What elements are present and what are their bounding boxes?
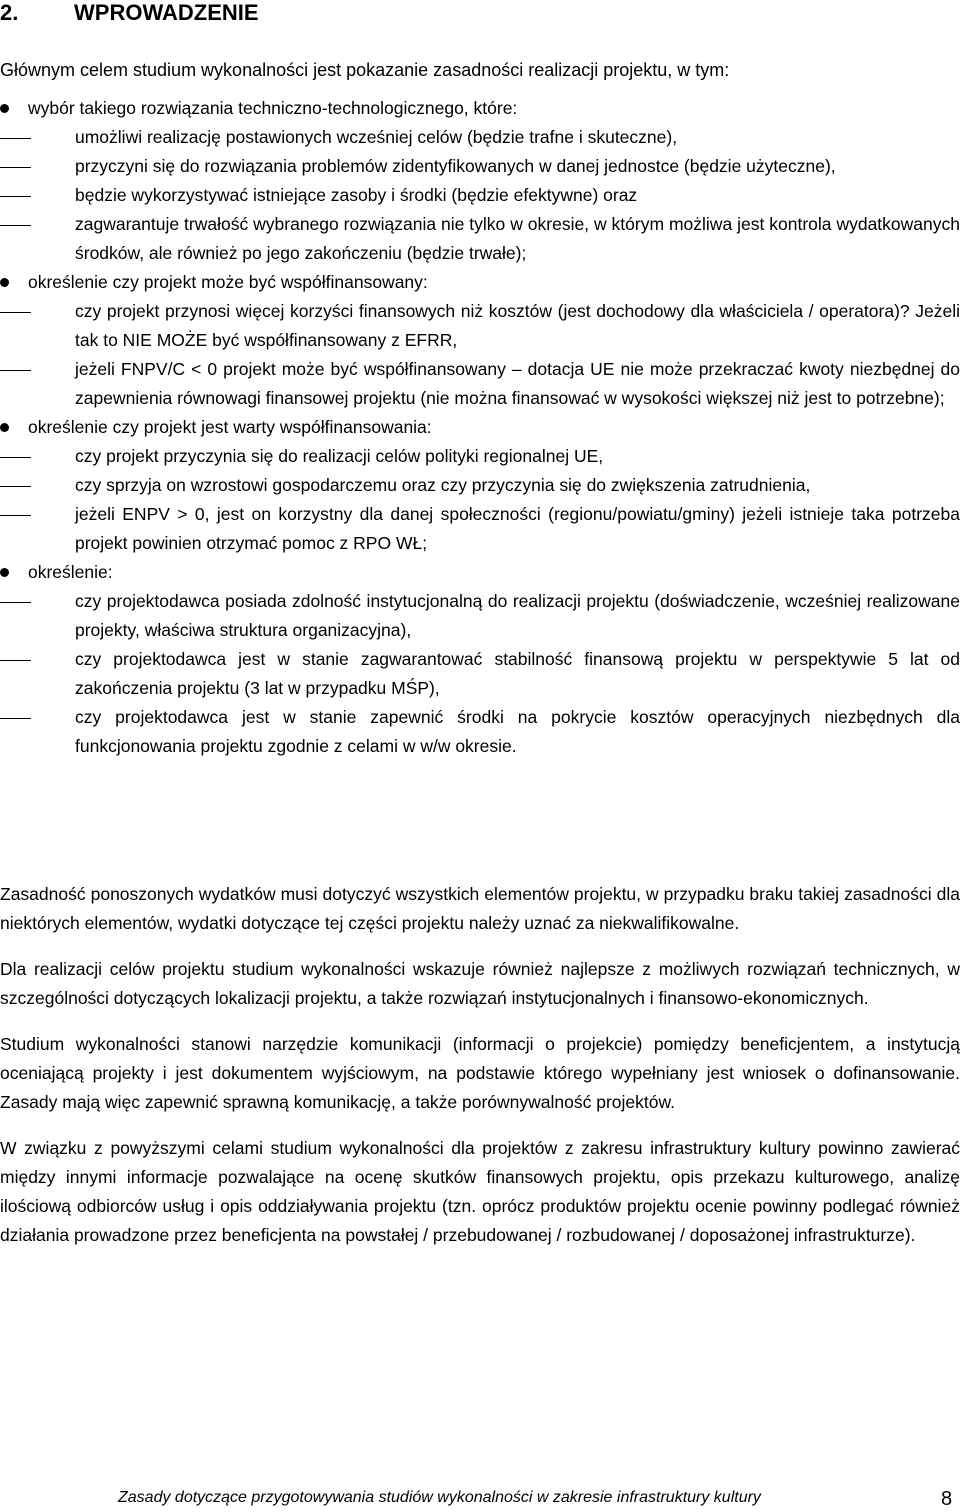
dash-text: umożliwi realizację postawionych wcześniej celów (będzie trafne i skuteczne), bbox=[75, 127, 678, 147]
dash-text: czy projekt przynosi więcej korzyści finansowych niż kosztów (jest dochodowy dla właściciela / operatora)? Jeżeli tak to NIE MOŻE być współfinansowany z EFRR, bbox=[75, 301, 960, 350]
section-number: 2. bbox=[0, 0, 19, 25]
dash-text: jeżeli ENPV > 0, jest on korzystny dla danej społeczności (regionu/powiatu/gminy) jeżeli istnieje taka potrzeba projekt powinien otrzymać pomoc z RPO WŁ; bbox=[75, 504, 960, 553]
page-footer bbox=[0, 1484, 960, 1510]
dash-sublist bbox=[0, 123, 960, 268]
dash-item bbox=[0, 587, 960, 645]
page-number: 8 bbox=[941, 1488, 953, 1510]
dash-text: jeżeli FNPV/C < 0 projekt może być współfinansowany – dotacja UE nie może przekraczać kwoty niezbędnej do zapewnienia równowagi finansowej projektu (nie można finansować w wysokości większej niż jest to potrzebne); bbox=[75, 359, 960, 408]
bullet-marker bbox=[0, 423, 9, 432]
dash-marker bbox=[0, 602, 31, 603]
paragraph-best-solutions: Dla realizacji celów projektu studium wykonalności wskazuje również najlepsze z możliwych rozwiązań technicznych, w szczególności dotyczących lokalizacji projektu, a także rozwiązań instytucjonalnych i finansowo-ekonomicznych. bbox=[0, 959, 960, 1008]
dash-text: czy sprzyja on wzrostowi gospodarczemu oraz czy przyczynia się do zwiększenia zatrudnienia, bbox=[75, 475, 811, 495]
bullet-label: określenie czy projekt jest warty współfinansowania: bbox=[28, 417, 432, 437]
footer-title: Zasady dotyczące przygotowywania studiów wykonalności w zakresie infrastruktury kultury bbox=[118, 1489, 761, 1506]
dash-marker bbox=[0, 225, 31, 226]
dash-marker bbox=[0, 718, 31, 719]
dash-text: czy projekt przyczynia się do realizacji celów polityki regionalnej UE, bbox=[75, 446, 604, 466]
dash-item bbox=[0, 181, 960, 210]
bullet-label: określenie: bbox=[28, 562, 113, 582]
dash-sublist bbox=[0, 587, 960, 761]
section-heading bbox=[0, 0, 259, 26]
dash-sublist bbox=[0, 442, 960, 558]
dash-sublist bbox=[0, 297, 960, 413]
bullet-item-determination bbox=[0, 558, 960, 761]
dash-marker bbox=[0, 486, 31, 487]
dash-text: czy projektodawca jest w stanie zapewnić środki na pokrycie kosztów operacyjnych niezbędnych dla funkcjonowania projektu zgodnie z celami w w/w okresie. bbox=[75, 707, 960, 756]
dash-item bbox=[0, 123, 960, 152]
dash-text: czy projektodawca jest w stanie zagwarantować stabilność finansową projektu w perspektywie 5 lat od zakończenia projektu (3 lat w przypadku MŚP), bbox=[75, 649, 960, 698]
intro-sentence: Głównym celem studium wykonalności jest pokazanie zasadności realizacji projektu, w tym: bbox=[0, 60, 730, 80]
dash-marker bbox=[0, 167, 31, 168]
dash-text: czy projektodawca posiada zdolność instytucjonalną do realizacji projektu (doświadczenie, wcześniej realizowane projekty, właściwa struktura organizacyjna), bbox=[75, 591, 960, 640]
paragraph-justification: Zasadność ponoszonych wydatków musi dotyczyć wszystkich elementów projektu, w przypadku braku takiej zasadności dla niektórych elementów, wydatki dotyczące tej części projektu należy uznać za niekwalifikowalne. bbox=[0, 884, 960, 933]
dash-item bbox=[0, 152, 960, 181]
dash-item bbox=[0, 703, 960, 761]
dash-marker bbox=[0, 196, 31, 197]
bullet-item-cofinancing bbox=[0, 268, 960, 413]
section-title: WPROWADZENIE bbox=[74, 0, 259, 25]
dash-text: będzie wykorzystywać istniejące zasoby i środki (będzie efektywne) oraz bbox=[75, 185, 638, 205]
bullet-item-worth-cofinancing bbox=[0, 413, 960, 558]
dash-marker bbox=[0, 370, 31, 371]
dash-item bbox=[0, 210, 960, 268]
dash-text: zagwarantuje trwałość wybranego rozwiązania nie tylko w okresie, w którym możliwa jest kontrola wydatkowanych środków, ale również po jego zakończeniu (będzie trwałe); bbox=[75, 214, 960, 263]
bullet-label: określenie czy projekt może być współfinansowany: bbox=[28, 272, 428, 292]
bullet-item-solution-choice bbox=[0, 94, 960, 268]
dash-text: przyczyni się do rozwiązania problemów zidentyfikowanych w danej jednostce (będzie użyteczne), bbox=[75, 156, 836, 176]
dash-marker bbox=[0, 138, 31, 139]
bullet-marker bbox=[0, 568, 9, 577]
paragraph-communication-tool: Studium wykonalności stanowi narzędzie komunikacji (informacji o projekcie) pomiędzy beneficjentem, a instytucją oceniającą projekty i jest dokumentem wyjściowym, na podstawie którego wypełniany jest wniosek o dofinansowanie. Zasady mają więc zapewnić sprawną komunikację, a także porównywalność projektów. bbox=[0, 1034, 960, 1112]
dash-item bbox=[0, 645, 960, 703]
bullet-marker bbox=[0, 278, 9, 287]
dash-item bbox=[0, 471, 960, 500]
dash-marker bbox=[0, 515, 31, 516]
dash-item bbox=[0, 297, 960, 355]
dash-marker bbox=[0, 312, 31, 313]
bullet-marker bbox=[0, 104, 9, 113]
dash-item bbox=[0, 442, 960, 471]
dash-item bbox=[0, 500, 960, 558]
dash-marker bbox=[0, 660, 31, 661]
paragraph-culture-infrastructure: W związku z powyższymi celami studium wykonalności dla projektów z zakresu infrastruktury kultury powinno zawierać między innymi informacje pozwalające na ocenę skutków finansowych projektu, opis przekazu kulturowego, analizę ilościową odbiorców usług i opis oddziaływania projektu (tzn. oprócz produktów projektu ocenie powinny podlegać również działania prowadzone przez beneficjenta na powstałej / przebudowanej / rozbudowanej / doposażonej infrastrukturze). bbox=[0, 1138, 960, 1245]
dash-marker bbox=[0, 457, 31, 458]
feasibility-goals-list bbox=[0, 94, 960, 761]
bullet-label: wybór takiego rozwiązania techniczno-technologicznego, które: bbox=[28, 98, 518, 118]
dash-item bbox=[0, 355, 960, 413]
body-paragraphs bbox=[0, 880, 960, 1267]
